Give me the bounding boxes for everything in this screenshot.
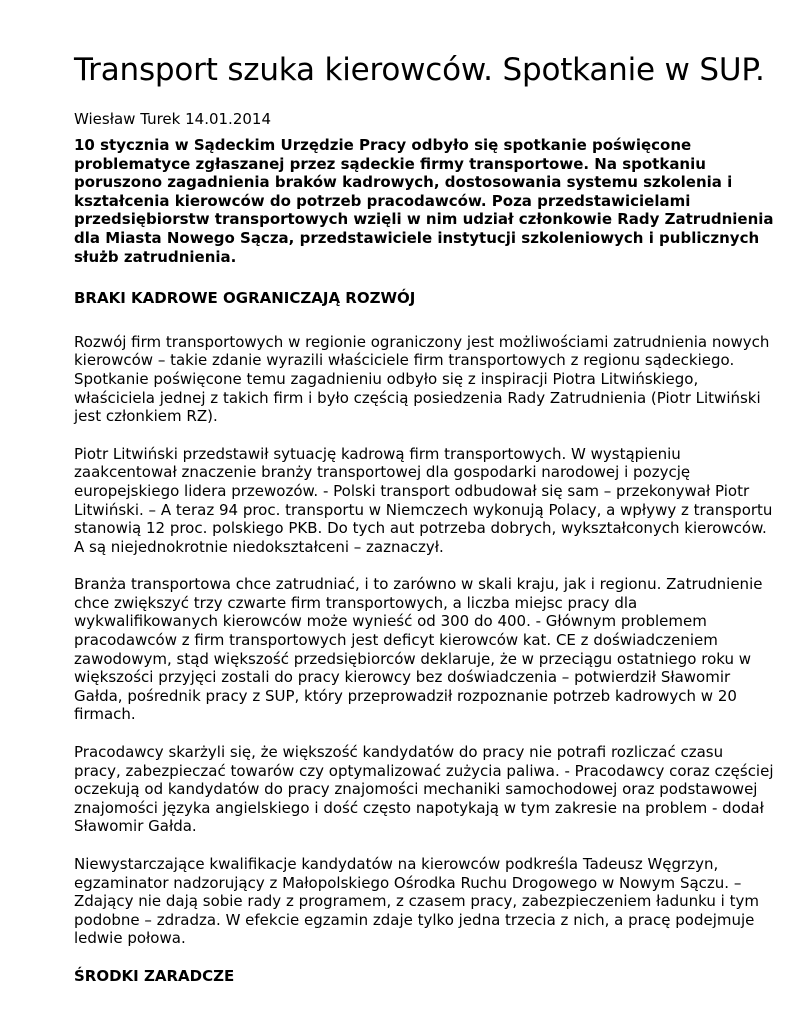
section-heading-srodki-zaradcze: ŚRODKI ZARADCZE bbox=[74, 966, 235, 985]
article-paragraph: Rozwój firm transportowych w regionie ograniczony jest możliwościami zatrudnienia nowych kierowców – takie zdanie wyrazili właściciele firm transportowych z regionu sądeckiego. Spotkanie poświęcone temu zagadnieniu odbyło się z inspiracji Piotra Litwińskiego, właściciela jednej z takich firm i było częścią posiedzenia Rady Zatrudnienia (Piotr Litwiński jest członkiem RZ). bbox=[74, 332, 770, 426]
article-paragraph: Branża transportowa chce zatrudniać, i to zarówno w skali kraju, jak i regionu. Zatrudnienie chce zwiększyć trzy czwarte firm transportowych, a liczba miejsc pracy dla wykwalifikowanych kierowców może wynieść od 300 do 400. - Głównym problemem pracodawców z firm transportowych jest deficyt kierowców kat. CE z doświadczeniem zawodowym, stąd większość przedsiębiorców deklaruje, że w przeciągu ostatniego roku w większości przyjęci zostali do pracy kierowcy bez doświadczenia – potwierdził Sławomir Gałda, pośrednik pracy z SUP, który przeprowadził rozpoznanie potrzeb kadrowych w 20 firmach. bbox=[74, 575, 763, 724]
article bbox=[74, 52, 774, 986]
section-heading-braki-kadrowe: BRAKI KADROWE OGRANICZAJĄ ROZWÓJ bbox=[74, 289, 416, 308]
article-paragraph: Niewystarczające kwalifikacje kandydatów na kierowców podkreśla Tadeusz Węgrzyn, egzaminator nadzorujący z Małopolskiego Ośrodka Ruchu Drogowego w Nowym Sączu. – Zdający nie dają sobie rady z programem, z czasem pracy, zabezpieczeniem ładunku i tym podobne – zdradza. W efekcie egzamin zdaje tylko jedna trzecia z nich, a pracę podejmuje ledwie połowa. bbox=[74, 855, 759, 948]
article-paragraph: Pracodawcy skarżyli się, że większość kandydatów do pracy nie potrafi rozliczać czasu pracy, zabezpieczać towarów czy optymalizować zużycia paliwa. - Pracodawcy coraz częściej oczekują od kandydatów do pracy znajomości mechaniki samochodowej oraz podstawowej znajomości języka angielskiego i dość często napotykają w tym zakresie na problem - dodał Sławomir Gałda. bbox=[74, 743, 774, 836]
article-byline: Wiesław Turek 14.01.2014 bbox=[74, 110, 271, 128]
article-lead: 10 stycznia w Sądeckim Urzędzie Pracy odbyło się spotkanie poświęcone problematyce zgłaszanej przez sądeckie firmy transportowe. Na spotkaniu poruszono zagadnienia braków kadrowych, dostosowania systemu szkolenia i kształcenia kierowców do potrzeb pracodawców. Poza przedstawicielami przedsiębiorstw transportowych wzięli w nim udział członkowie Rady Zatrudnienia dla Miasta Nowego Sącza, przedstawiciele instytucji szkoleniowych i publicznych służb zatrudnienia. bbox=[74, 136, 774, 266]
article-title: Transport szuka kierowców. Spotkanie w SUP. bbox=[74, 52, 765, 88]
article-paragraph: Piotr Litwiński przedstawił sytuację kadrową firm transportowych. W wystąpieniu zaakcentował znaczenie branży transportowej dla gospodarki narodowej i pozycję europejskiego lidera przewozów. - Polski transport odbudował się sam – przekonywał Piotr Litwiński. – A teraz 94 proc. transportu w Niemczech wykonują Polacy, a wpływy z transportu stanowią 12 proc. polskiego PKB. Do tych aut potrzeba dobrych, wykształconych kierowców. A są niejednokrotnie niedokształceni – zaznaczył. bbox=[74, 444, 773, 556]
